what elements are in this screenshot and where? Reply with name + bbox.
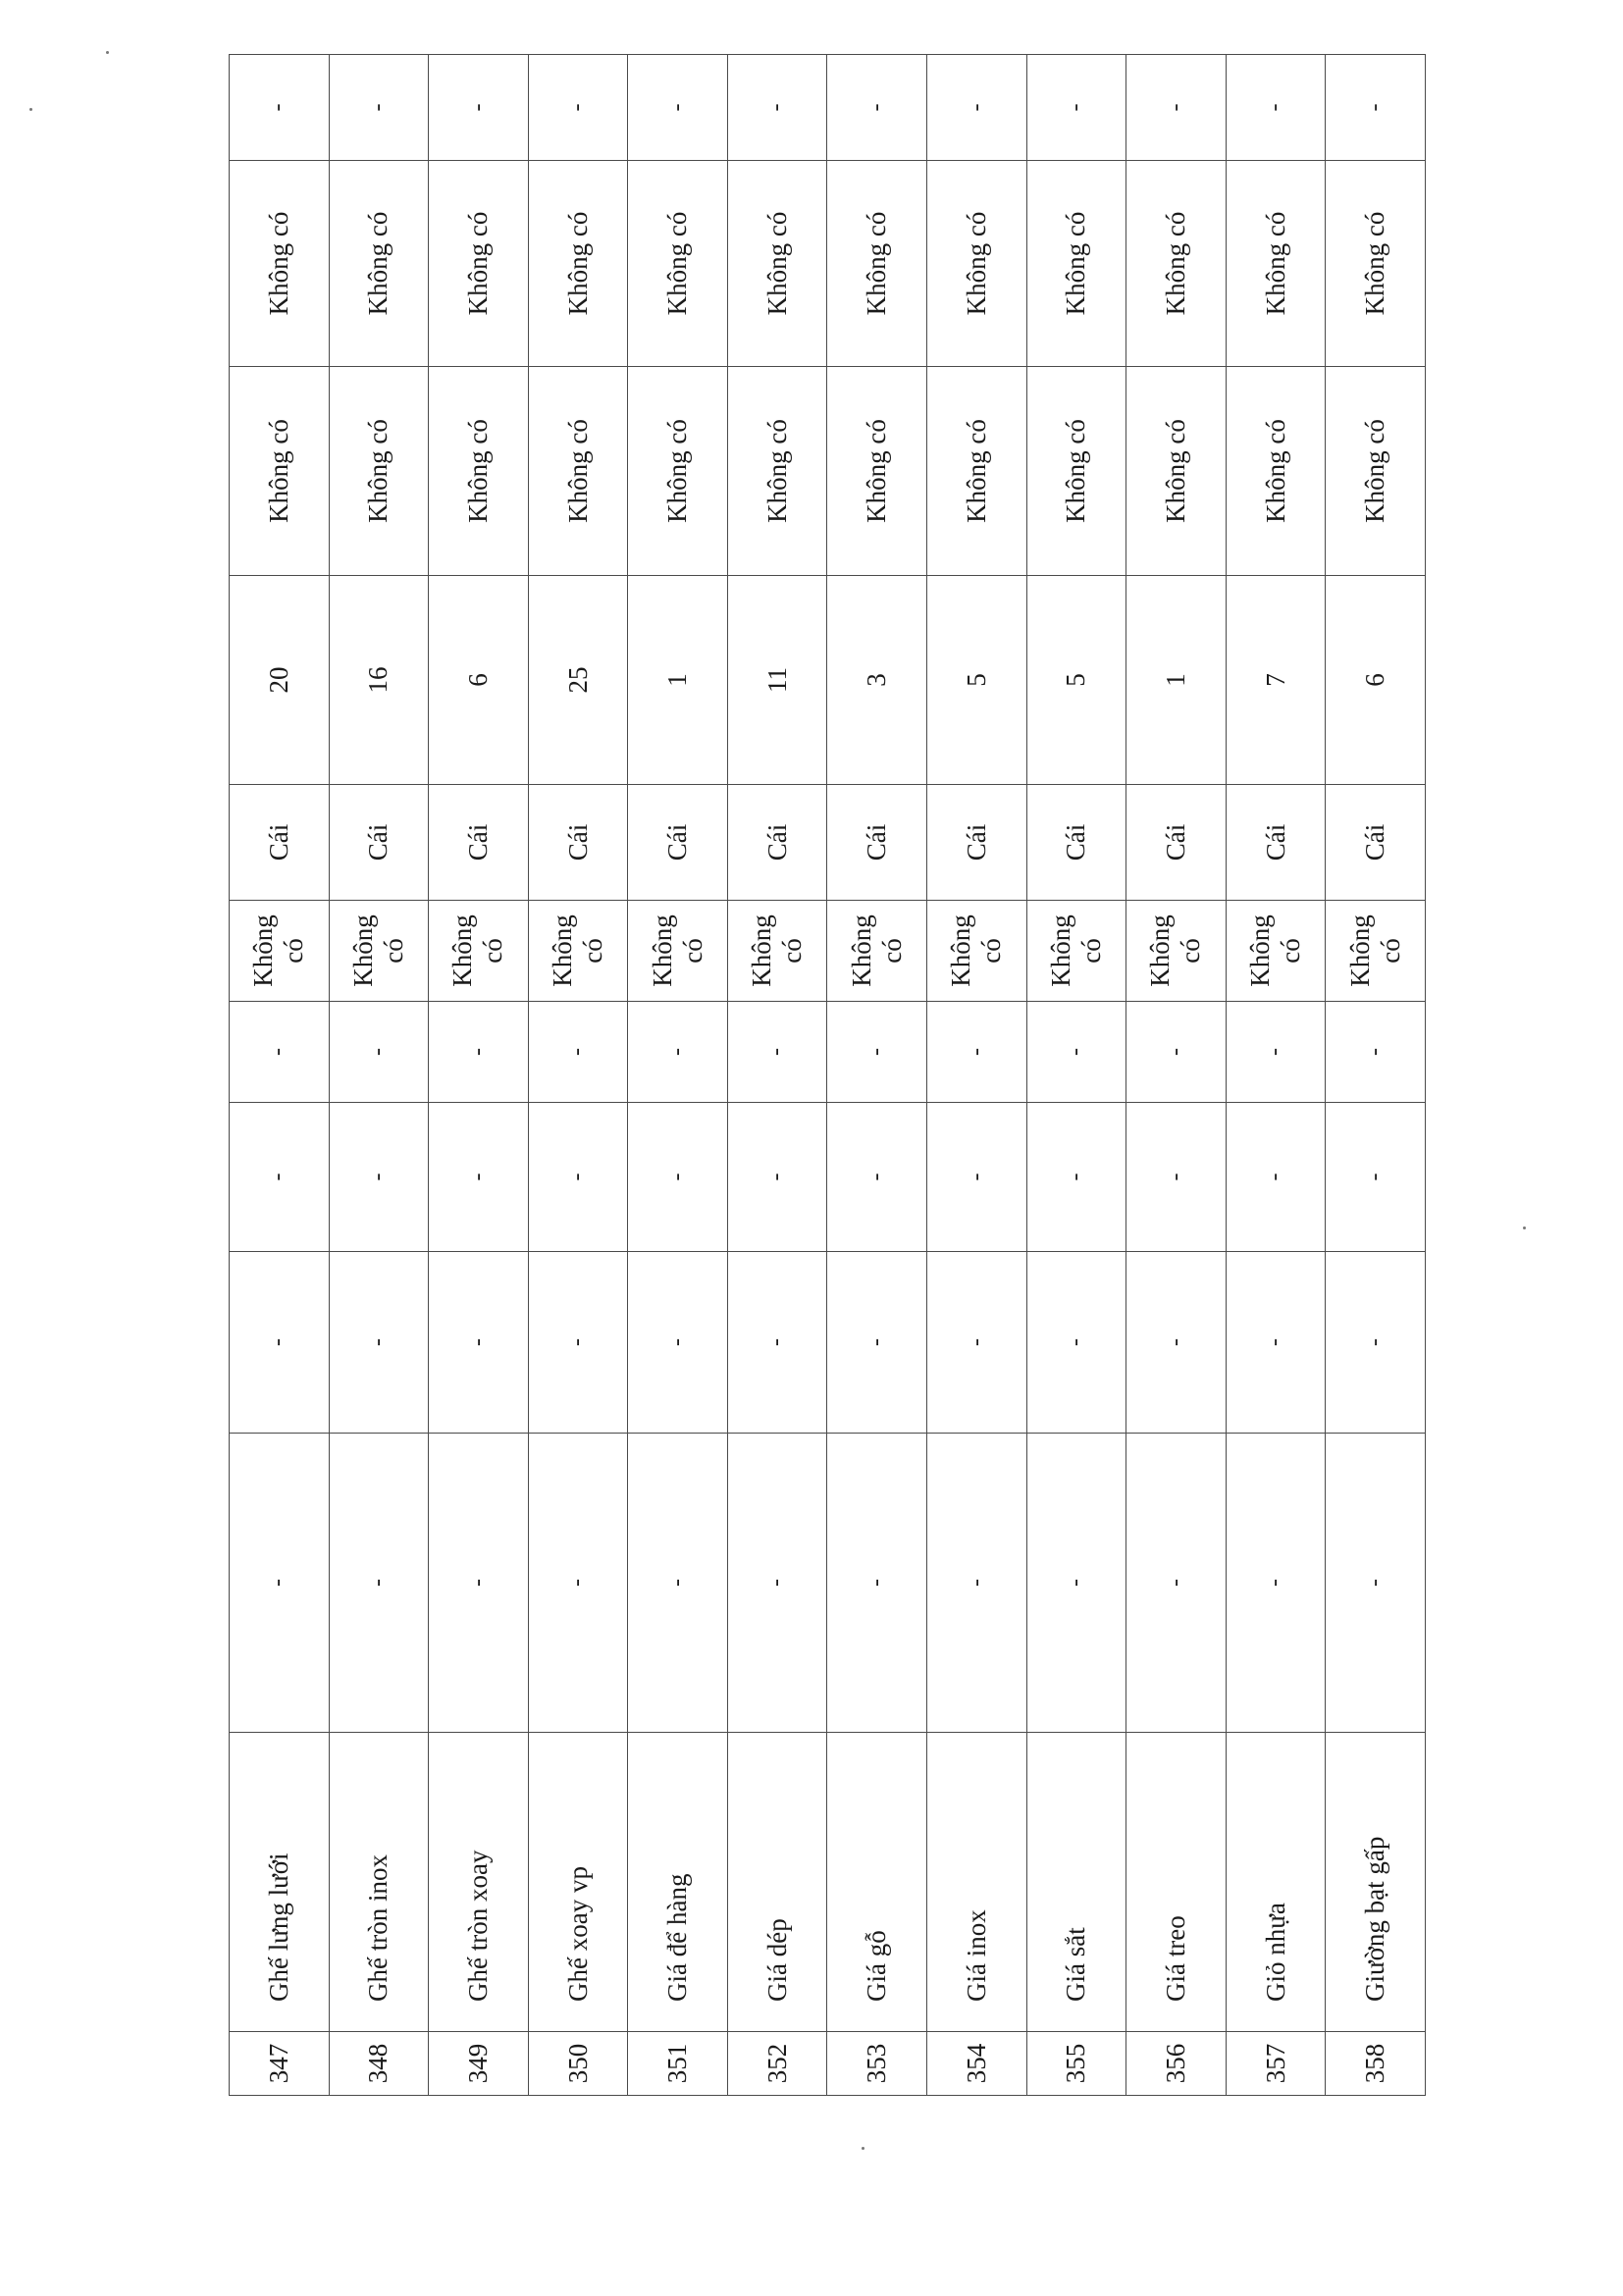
table-row	[628, 55, 728, 2096]
quantity-cell: 7	[1226, 576, 1326, 785]
column-7-cell: Không có	[429, 901, 529, 1002]
item-name-cell: Giường bạt gấp	[1326, 1733, 1426, 2032]
column-11-cell: Không có	[827, 161, 927, 367]
column-3-cell: -	[1226, 1434, 1326, 1733]
quantity-cell: 6	[1326, 576, 1426, 785]
column-5-cell: -	[1326, 1103, 1426, 1252]
column-4-cell: -	[1326, 1252, 1426, 1434]
column-11-cell: Không có	[1126, 161, 1227, 367]
quantity-cell: 5	[927, 576, 1027, 785]
column-11-cell: Không có	[1326, 161, 1426, 367]
column-4-cell: -	[1026, 1252, 1126, 1434]
column-11-cell: Không có	[528, 161, 628, 367]
table-row	[827, 55, 927, 2096]
column-12-cell: -	[230, 55, 330, 161]
unit-cell: Cái	[827, 785, 927, 901]
item-name-cell: Giá sắt	[1026, 1733, 1126, 2032]
column-12-cell: -	[727, 55, 827, 161]
column-12-cell: -	[329, 55, 429, 161]
column-6-cell: -	[827, 1002, 927, 1103]
unit-cell: Cái	[329, 785, 429, 901]
scan-speck	[29, 108, 32, 111]
column-11-cell: Không có	[329, 161, 429, 367]
unit-cell: Cái	[1226, 785, 1326, 901]
column-10-cell: Không có	[1026, 367, 1126, 576]
row-number-cell: 348	[329, 2032, 429, 2096]
column-4-cell: -	[329, 1252, 429, 1434]
column-4-cell: -	[1126, 1252, 1227, 1434]
column-10-cell: Không có	[628, 367, 728, 576]
column-6-cell: -	[628, 1002, 728, 1103]
column-7-cell: Không có	[329, 901, 429, 1002]
column-11-cell: Không có	[628, 161, 728, 367]
item-name-cell: Giá để hàng	[628, 1733, 728, 2032]
column-7-cell: Không có	[1126, 901, 1227, 1002]
column-4-cell: -	[1226, 1252, 1326, 1434]
table-row	[1126, 55, 1227, 2096]
column-3-cell: -	[1326, 1434, 1426, 1733]
item-name-cell: Ghế xoay vp	[528, 1733, 628, 2032]
column-7-cell: Không có	[1026, 901, 1126, 1002]
column-3-cell: -	[827, 1434, 927, 1733]
item-name-cell: Giá dép	[727, 1733, 827, 2032]
column-4-cell: -	[429, 1252, 529, 1434]
column-5-cell: -	[528, 1103, 628, 1252]
quantity-cell: 1	[628, 576, 728, 785]
row-number-cell: 357	[1226, 2032, 1326, 2096]
column-7-cell: Không có	[727, 901, 827, 1002]
inventory-table	[229, 54, 1426, 2096]
quantity-cell: 5	[1026, 576, 1126, 785]
table-row	[1226, 55, 1326, 2096]
row-number-cell: 351	[628, 2032, 728, 2096]
unit-cell: Cái	[927, 785, 1027, 901]
column-3-cell: -	[1026, 1434, 1126, 1733]
column-11-cell: Không có	[230, 161, 330, 367]
scan-speck	[106, 51, 109, 54]
column-5-cell: -	[1026, 1103, 1126, 1252]
column-10-cell: Không có	[827, 367, 927, 576]
unit-cell: Cái	[230, 785, 330, 901]
table-row	[329, 55, 429, 2096]
column-3-cell: -	[329, 1434, 429, 1733]
column-5-cell: -	[827, 1103, 927, 1252]
row-number-cell: 349	[429, 2032, 529, 2096]
row-number-cell: 356	[1126, 2032, 1227, 2096]
table-row	[1026, 55, 1126, 2096]
column-12-cell: -	[927, 55, 1027, 161]
column-4-cell: -	[230, 1252, 330, 1434]
table-row	[927, 55, 1027, 2096]
table-row	[1326, 55, 1426, 2096]
quantity-cell: 11	[727, 576, 827, 785]
unit-cell: Cái	[528, 785, 628, 901]
column-6-cell: -	[528, 1002, 628, 1103]
item-name-cell: Giá inox	[927, 1733, 1027, 2032]
table-row	[528, 55, 628, 2096]
column-3-cell: -	[628, 1434, 728, 1733]
column-12-cell: -	[827, 55, 927, 161]
column-7-cell: Không có	[628, 901, 728, 1002]
quantity-cell: 20	[230, 576, 330, 785]
column-6-cell: -	[927, 1002, 1027, 1103]
column-5-cell: -	[230, 1103, 330, 1252]
column-10-cell: Không có	[429, 367, 529, 576]
column-12-cell: -	[1026, 55, 1126, 161]
item-name-cell: Ghế tròn inox	[329, 1733, 429, 2032]
column-5-cell: -	[1226, 1103, 1326, 1252]
column-7-cell: Không có	[1226, 901, 1326, 1002]
column-10-cell: Không có	[528, 367, 628, 576]
quantity-cell: 6	[429, 576, 529, 785]
unit-cell: Cái	[1326, 785, 1426, 901]
column-10-cell: Không có	[727, 367, 827, 576]
column-4-cell: -	[528, 1252, 628, 1434]
row-number-cell: 350	[528, 2032, 628, 2096]
column-10-cell: Không có	[1226, 367, 1326, 576]
table-row	[429, 55, 529, 2096]
column-11-cell: Không có	[927, 161, 1027, 367]
column-11-cell: Không có	[727, 161, 827, 367]
column-7-cell: Không có	[230, 901, 330, 1002]
column-3-cell: -	[429, 1434, 529, 1733]
scan-speck	[862, 2147, 864, 2150]
column-6-cell: -	[329, 1002, 429, 1103]
column-3-cell: -	[727, 1434, 827, 1733]
column-11-cell: Không có	[1026, 161, 1126, 367]
column-5-cell: -	[329, 1103, 429, 1252]
row-number-cell: 355	[1026, 2032, 1126, 2096]
row-number-cell: 358	[1326, 2032, 1426, 2096]
item-name-cell: Ghế lưng lưới	[230, 1733, 330, 2032]
item-name-cell: Giá treo	[1126, 1733, 1227, 2032]
column-6-cell: -	[1026, 1002, 1126, 1103]
unit-cell: Cái	[1026, 785, 1126, 901]
column-4-cell: -	[927, 1252, 1027, 1434]
column-12-cell: -	[1326, 55, 1426, 161]
column-4-cell: -	[628, 1252, 728, 1434]
quantity-cell: 16	[329, 576, 429, 785]
column-12-cell: -	[528, 55, 628, 161]
quantity-cell: 1	[1126, 576, 1227, 785]
column-7-cell: Không có	[827, 901, 927, 1002]
unit-cell: Cái	[1126, 785, 1227, 901]
unit-cell: Cái	[727, 785, 827, 901]
column-4-cell: -	[827, 1252, 927, 1434]
row-number-cell: 354	[927, 2032, 1027, 2096]
column-6-cell: -	[230, 1002, 330, 1103]
rotated-table-container	[229, 55, 1426, 2096]
column-6-cell: -	[727, 1002, 827, 1103]
row-number-cell: 352	[727, 2032, 827, 2096]
column-5-cell: -	[1126, 1103, 1227, 1252]
column-4-cell: -	[727, 1252, 827, 1434]
column-10-cell: Không có	[1126, 367, 1227, 576]
column-6-cell: -	[1326, 1002, 1426, 1103]
column-6-cell: -	[1126, 1002, 1227, 1103]
column-5-cell: -	[927, 1103, 1027, 1252]
table-row	[727, 55, 827, 2096]
column-3-cell: -	[230, 1434, 330, 1733]
column-7-cell: Không có	[528, 901, 628, 1002]
row-number-cell: 347	[230, 2032, 330, 2096]
column-3-cell: -	[927, 1434, 1027, 1733]
column-3-cell: -	[1126, 1434, 1227, 1733]
column-10-cell: Không có	[230, 367, 330, 576]
unit-cell: Cái	[429, 785, 529, 901]
column-10-cell: Không có	[927, 367, 1027, 576]
column-6-cell: -	[429, 1002, 529, 1103]
item-name-cell: Ghế tròn xoay	[429, 1733, 529, 2032]
column-10-cell: Không có	[329, 367, 429, 576]
column-5-cell: -	[429, 1103, 529, 1252]
column-7-cell: Không có	[927, 901, 1027, 1002]
column-10-cell: Không có	[1326, 367, 1426, 576]
column-12-cell: -	[1226, 55, 1326, 161]
column-6-cell: -	[1226, 1002, 1326, 1103]
row-number-cell: 353	[827, 2032, 927, 2096]
column-5-cell: -	[727, 1103, 827, 1252]
column-11-cell: Không có	[429, 161, 529, 367]
table-row	[230, 55, 330, 2096]
column-3-cell: -	[528, 1434, 628, 1733]
column-12-cell: -	[429, 55, 529, 161]
table-body	[230, 55, 1426, 2096]
unit-cell: Cái	[628, 785, 728, 901]
column-5-cell: -	[628, 1103, 728, 1252]
item-name-cell: Giá gỗ	[827, 1733, 927, 2032]
column-12-cell: -	[1126, 55, 1227, 161]
column-12-cell: -	[628, 55, 728, 161]
quantity-cell: 3	[827, 576, 927, 785]
column-11-cell: Không có	[1226, 161, 1326, 367]
column-7-cell: Không có	[1326, 901, 1426, 1002]
scan-speck	[1523, 1226, 1526, 1229]
quantity-cell: 25	[528, 576, 628, 785]
item-name-cell: Giỏ nhựa	[1226, 1733, 1326, 2032]
